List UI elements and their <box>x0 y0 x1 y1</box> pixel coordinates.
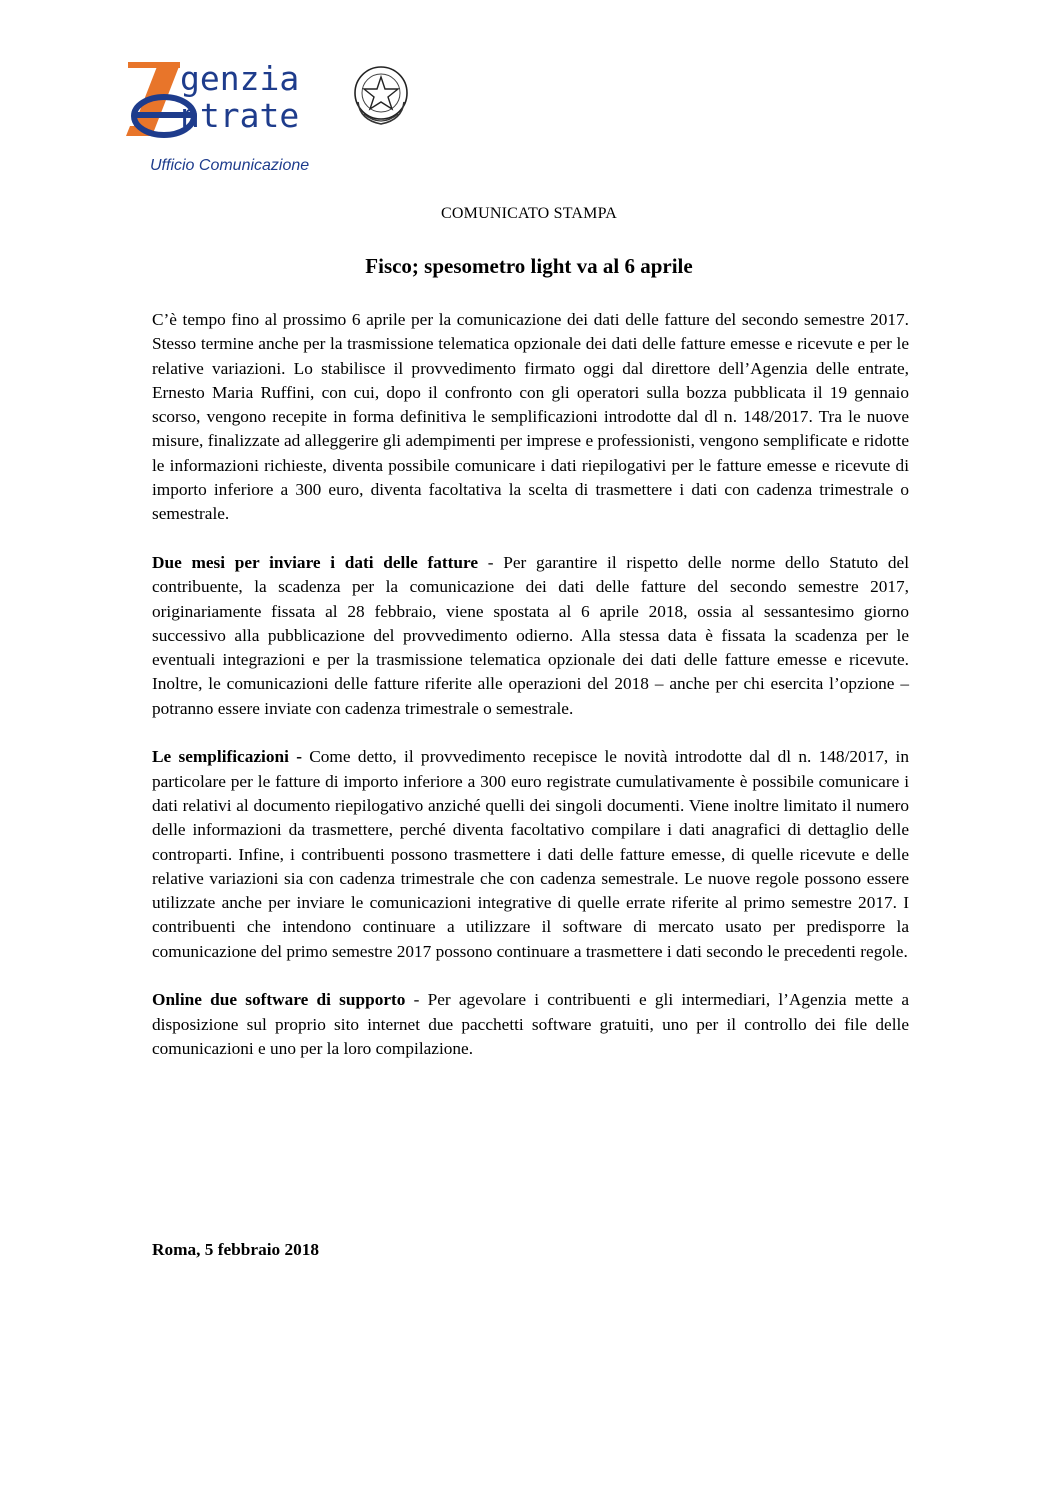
logo-word-ntrate: ntrate <box>180 96 300 135</box>
paragraph-software <box>152 988 909 1061</box>
paragraph-text: Come detto, il provvedimento recepisce le novità introdotte dal dl n. 148/2017, in particolare per le fatture di importo inferiore a 300 euro registrate cumulativamente è possibile comunicare i dati relativi al documento riepilogativo anziché quelli dei singoli documenti. Viene inoltre limitato il numero delle informazioni da trasmettere, perché diventa facoltativo compilare i dati anagrafici di dettaglio delle controparti. Infine, i contribuenti possono trasmettere i dati delle fatture emesse, di quelle ricevute e delle relative variazioni sia con cadenza trimestrale che con cadenza semestrale. Le nuove regole possono essere utilizzate anche per inviare le comunicazioni integrative di quelle errate riferite al primo semestre 2017. I contribuenti che intendono continuare a utilizzare il software di mercato usato per predisporre la comunicazione del primo semestre 2017 possono continuare a trasmettere i dati secondo le precedenti regole. <box>152 747 909 961</box>
paragraph-lead: Online due software di supporto <box>152 990 406 1010</box>
logo-word-genzia: genzia <box>180 59 300 98</box>
dateline: Roma, 5 febbraio 2018 <box>152 1240 320 1259</box>
article-body <box>152 308 909 1086</box>
paragraph-lead: Due mesi per inviare i dati delle fatture <box>152 552 479 572</box>
paragraph-lead: Le semplificazioni - <box>152 747 310 767</box>
press-release-kicker: COMUNICATO STAMPA <box>441 205 617 222</box>
page-title: Fisco; spesometro light va al 6 aprile <box>365 254 693 278</box>
paragraph-text: C’è tempo fino al prossimo 6 aprile per la comunicazione dei dati delle fatture del secondo semestre 2017. Stesso termine anche per la trasmissione telematica opzionale dei dati delle fatture emesse e ricevute e per le relative variazioni. Lo stabilisce il provvedimento firmato oggi dal direttore dell’Agenzia delle entrate, Ernesto Maria Ruffini, con cui, dopo il confronto con gli operatori sulla bozza pubblicata il 19 gennaio scorso, vengono recepite in forma definitiva le semplificazioni introdotte dal dl n. 148/2017. Tra le nuove misure, finalizzate ad alleggerire gli adempimenti per imprese e professionisti, vengono semplificate e ridotte le informazioni richieste, diventa possibile comunicare i dati riepilogativi per le fatture emesse e ricevute di importo inferiore a 300 euro, diventa facoltativa la scelta di trasmettere i dati con cadenza trimestrale o semestrale. <box>152 310 909 524</box>
paragraph-intro <box>152 308 909 527</box>
paragraph-text: - Per agevolare i contribuenti e gli intermediari, l’Agenzia mette a disposizione sul proprio sito internet due pacchetti software gratuiti, uno per il controllo dei file delle comunicazioni e uno per la loro compilazione. <box>152 990 909 1058</box>
paragraph-semplificazioni <box>152 745 909 964</box>
office-name: Ufficio Comunicazione <box>150 157 310 174</box>
paragraph-text: - Per garantire il rispetto delle norme dello Statuto del contribuente, la scadenza per la comunicazione dei dati delle fatture del secondo semestre 2017, originariamente fissata al 28 febbraio, viene spostata al 6 aprile 2018, ossia al sessantesimo giorno successivo alla pubblicazione del provvedimento odierno. Alla stessa data è fissata la scadenza per le eventuali integrazioni e per la trasmissione telematica opzionale dei dati delle fatture emesse e ricevute. Inoltre, le comunicazioni delle fatture riferite alle operazioni del 2018 – anche per chi esercita l’opzione – potranno essere inviate con cadenza trimestrale o semestrale. <box>152 552 910 718</box>
republic-emblem-icon <box>350 62 412 128</box>
paragraph-due-mesi <box>152 551 909 721</box>
